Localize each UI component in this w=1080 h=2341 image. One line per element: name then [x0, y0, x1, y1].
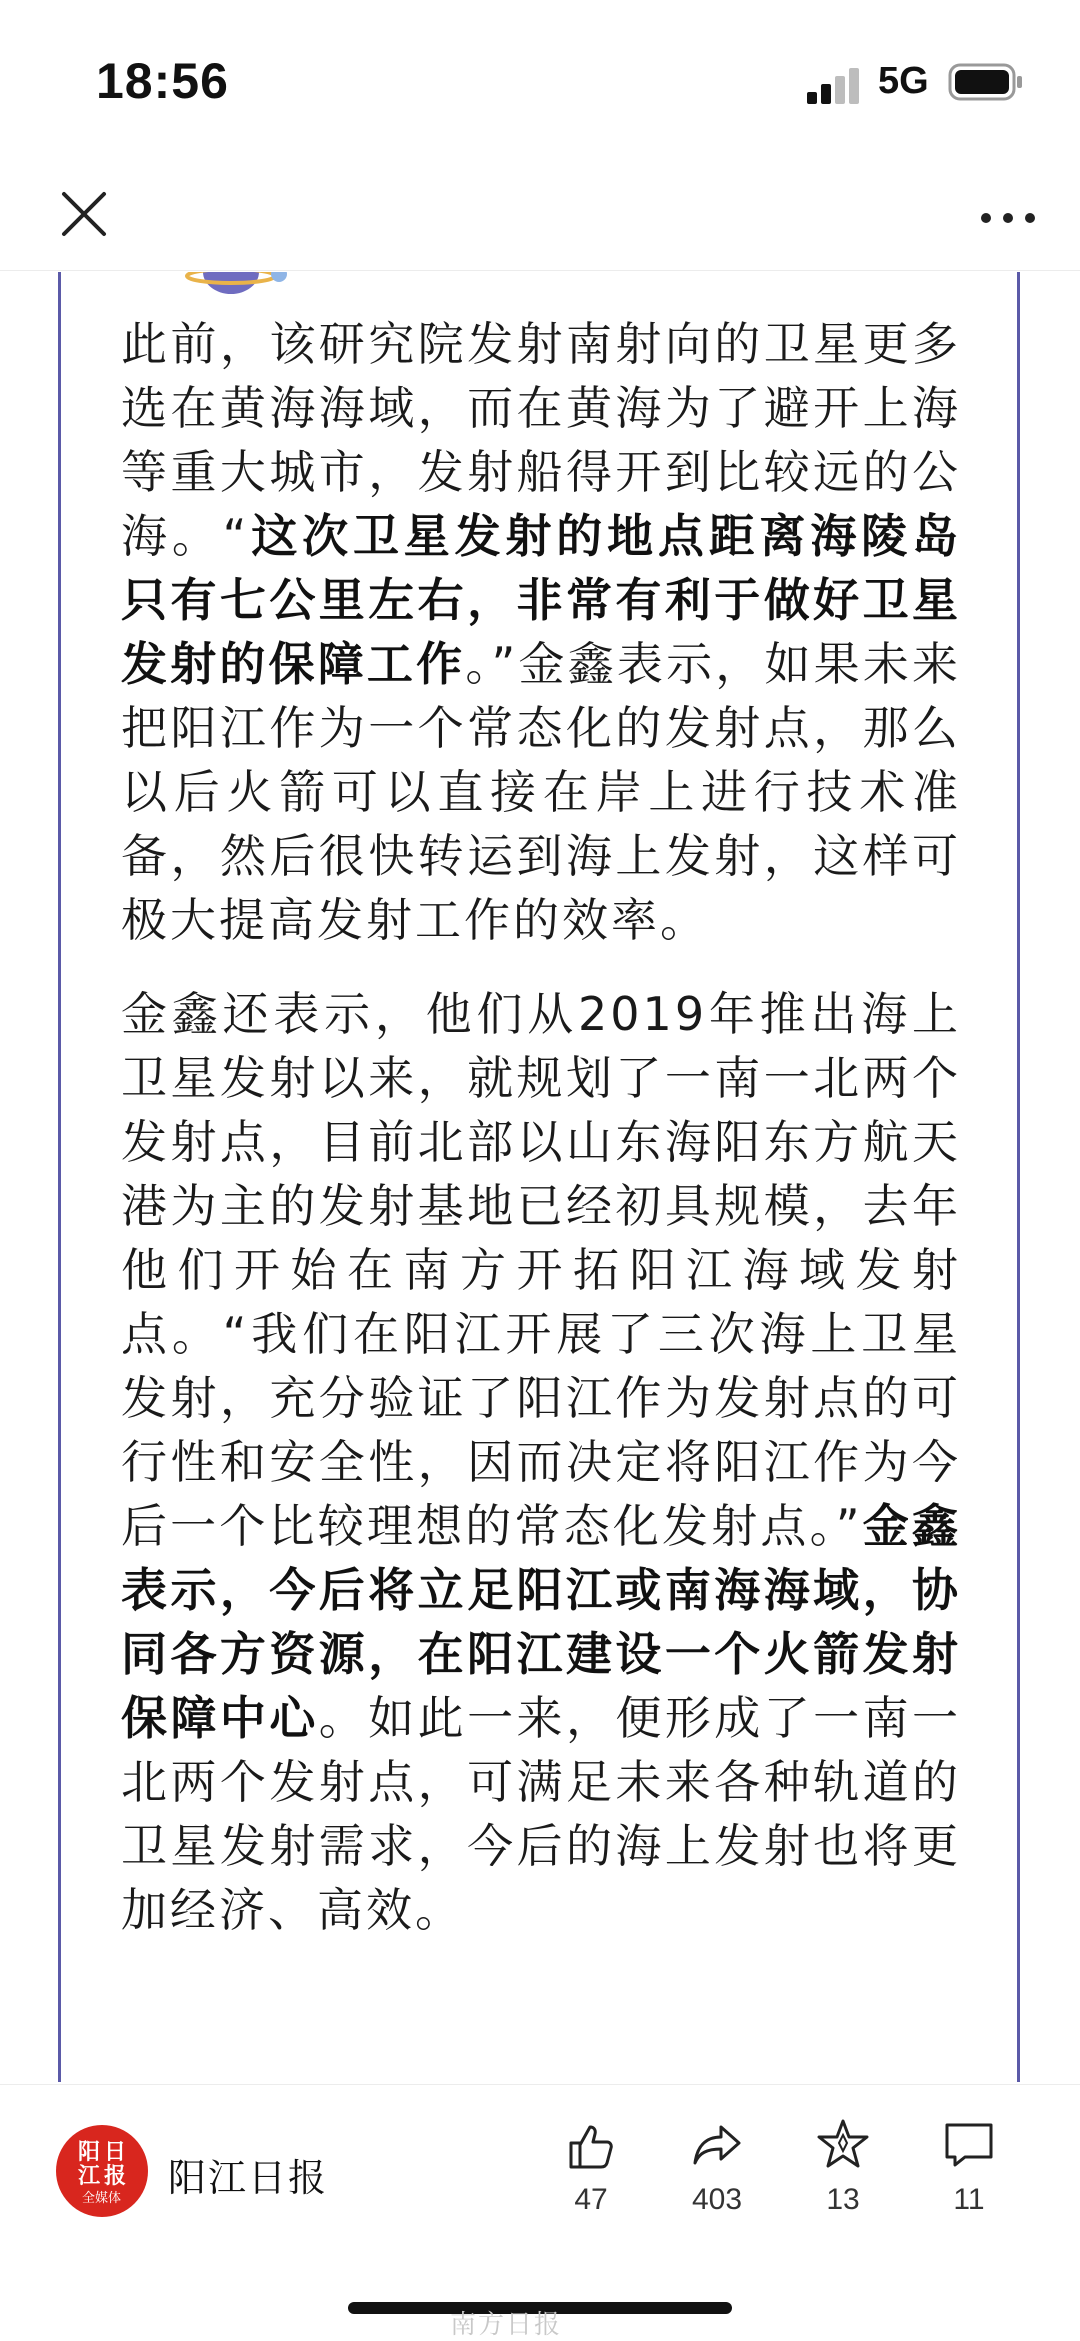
share-arrow-icon — [689, 2117, 745, 2173]
logo-char: 阳 — [78, 2140, 101, 2165]
nav-bar — [0, 170, 1080, 271]
paragraph-text: 。”金鑫表示，如果未来把阳江作为一个常态化的发射点，那么以后火箭可以直接在岸上进行技术准备，然后很快转运到海上发射，这样可极大提高发射工作的效率。 — [121, 637, 962, 947]
planet-decoration-icon — [161, 272, 321, 302]
more-icon[interactable] — [972, 182, 1044, 246]
status-time: 18:56 — [96, 53, 229, 109]
comment-count: 11 — [953, 2183, 985, 2216]
close-icon[interactable] — [52, 182, 116, 246]
like-count: 47 — [574, 2183, 608, 2216]
status-bar — [0, 0, 1080, 170]
paragraph-text: 金鑫还表示，他们从2019年推出海上卫星发射以来，就规划了一南一北两个发射点，目前北部以山东海阳东方航天港为主的发射基地已经初具规模，去年他们开始在南方开拓阳江海域发射点。“我们在阳江开展了三次海上卫星发射，充分验证了阳江作为发射点的可行性和安全性，因而决定将阳江作为今后一个比较理想的常态化发射点。” — [121, 987, 961, 1553]
favorite-button[interactable] — [788, 2117, 898, 2227]
like-button[interactable] — [536, 2117, 646, 2227]
comment-icon — [941, 2117, 997, 2173]
logo-char: 日 — [104, 2140, 127, 2165]
publisher-logo[interactable] — [56, 2125, 148, 2217]
bottom-action-bar — [0, 2084, 1080, 2245]
logo-char: 报 — [104, 2164, 127, 2189]
article-content — [58, 272, 1020, 2082]
battery-icon — [948, 62, 1024, 102]
article-paragraph — [121, 982, 961, 1942]
favorite-count: 13 — [826, 2183, 860, 2216]
article-paragraph — [121, 312, 961, 952]
star-outline-icon — [815, 2117, 871, 2173]
paragraph-bold-text: 金鑫表示，今后将立足阳江或南海海域，协同各方资源，在阳江建设一个火箭发射保障中心 — [121, 1499, 961, 1745]
comment-button[interactable] — [914, 2117, 1024, 2227]
logo-subtitle: 全媒体 — [82, 2191, 122, 2206]
watermark: 南方日报 — [450, 2310, 563, 2340]
share-button[interactable] — [662, 2117, 772, 2227]
signal-icon — [805, 66, 865, 106]
network-label: 5G — [878, 60, 929, 102]
logo-char: 江 — [78, 2164, 101, 2189]
thumbs-up-icon — [563, 2117, 619, 2173]
paragraph-text: 。如此一来，便形成了一南一北两个发射点，可满足未来各种轨道的卫星发射需求，今后的海上发射也将更加经济、高效。 — [121, 1691, 961, 1937]
publisher-name[interactable]: 阳江日报 — [168, 2156, 329, 2200]
paragraph-text: 此前，该研究院发射南射向的卫星更多选在黄海海域，而在黄海为了避开上海等重大城市，发射船得开到比较远的公海。“ — [121, 317, 961, 563]
paragraph-bold-text: 这次卫星发射的地点距离海陵岛只有七公里左右，非常有利于做好卫星发射的保障工作 — [121, 509, 961, 691]
share-count: 403 — [691, 2183, 743, 2216]
